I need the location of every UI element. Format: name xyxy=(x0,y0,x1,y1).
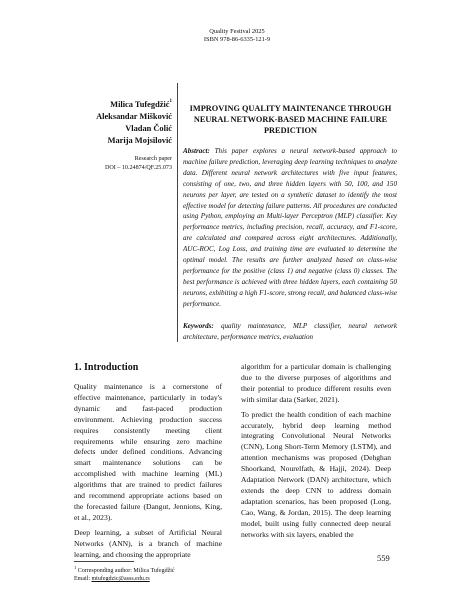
author-name: Milica Tufegdžić$^1$ xyxy=(110,99,172,109)
keywords-label: Keywords: xyxy=(183,322,214,330)
section-heading: 1. Introduction xyxy=(74,362,139,373)
paragraph: algorithm for a particular domain is challenging due to the diverse purposes of algorithms and their potential to produce different results even with similar data (Sarker, 2021). xyxy=(241,362,391,404)
header-line-2: ISBN 978-86-6335-121-9 xyxy=(203,36,271,43)
author-name: Vladan Čolić xyxy=(125,123,172,133)
keywords xyxy=(183,321,397,343)
footnote-author: $^1$ Corresponding author: Milica Tufegdžić xyxy=(74,565,175,574)
paper-type: Research paper xyxy=(134,156,172,162)
paragraph: Deep learning, a subset of Artificial Neural Networks (ANN), is a branch of machine learning, and choosing the appropriate xyxy=(74,527,222,559)
email-link[interactable]: mtufegdzic@asss.edu.rs xyxy=(91,576,150,582)
paragraph: Quality maintenance is a cornerstone of effective maintenance, particularly in today's dynamic and fast-paced production environment. Achieving production success requires consistently meeting client requirements while ensuring zero machine defects under defined conditions. Advancing smart maintenance solutions can be accomplished with machine learning (ML) algorithms that are trained to predict failures and recommend appropriate actions based on the forecasted failure (Dangut, Jennions, King, et al., 2023). xyxy=(74,382,222,522)
author-name: Marija Mojsilović xyxy=(107,135,172,145)
abstract-text: This paper explores a neural network-based approach to machine failure prediction, leveraging deep learning techniques to analyze data. Different neural network architectures with five input features, consisting of one, two, and three hidden layers with 50, 100, and 150 neurons per layer, are tested on a synthetic dataset to identify the most effective model for detecting failure patterns. All procedures are conducted using Python, employing an Multi-layer Perceptron (MLP) classifier. Key performance metrics, including precision, recall, accuracy, and F1-score, are calculated and compared across eight architectures. Additionally, AUC-ROC, Log Loss, and training time are evaluated to determine the optimal model. The results are further analyzed based on class-wise performance for the positive (class 1) and negative (class 0) classes. The best performance is achieved with three hidden layers, each containing 50 neurons, exhibiting a high F1-score, strong recall, and balanced class-wise performance. xyxy=(183,147,397,308)
footnote-divider xyxy=(74,561,134,562)
vertical-divider xyxy=(177,83,178,342)
abstract xyxy=(183,146,397,310)
body-column-left xyxy=(74,382,222,565)
body-column-right xyxy=(241,362,391,545)
keywords-text: quality maintenance, MLP classifier, neural network architecture, performance metrics, evaluation xyxy=(183,322,397,341)
author-list xyxy=(22,97,172,147)
abstract-label: Abstract: xyxy=(183,147,210,155)
page-number: 559 xyxy=(377,553,390,563)
paper-title: IMPROVING QUALITY MAINTENANCE THROUGH NEURAL NETWORK-BASED MACHINE FAILURE PREDICTION xyxy=(189,104,392,135)
footnote-email-row: Email: mtufegdzic@asss.edu.rs xyxy=(74,576,150,582)
footnote xyxy=(74,564,264,583)
paragraph: To predict the health condition of each machine accurately, hybrid deep learning method integrating Convolutional Neural Networks (CNN), Long Short-Term Memory (LSTM), and attention mechanisms was proposed (Dehghan Shoorkand, Nourelfath, & Hajji, 2024). Deep Adaptation Network (DAN) architecture, which extends the deep CNN to address domain adaptation scenarios, has been proposed (Long, Cao, Wang, & Jordan, 2015). The deep learning model, built using fully connected deep neural networks with six layers, enabled the xyxy=(241,409,391,539)
header-line-1: Quality Festival 2025 xyxy=(209,28,265,35)
paper-meta xyxy=(22,155,172,172)
doi: DOI – 10.24874/QF.25.073 xyxy=(104,164,172,171)
author-name: Aleksandar Mišković xyxy=(96,111,172,121)
